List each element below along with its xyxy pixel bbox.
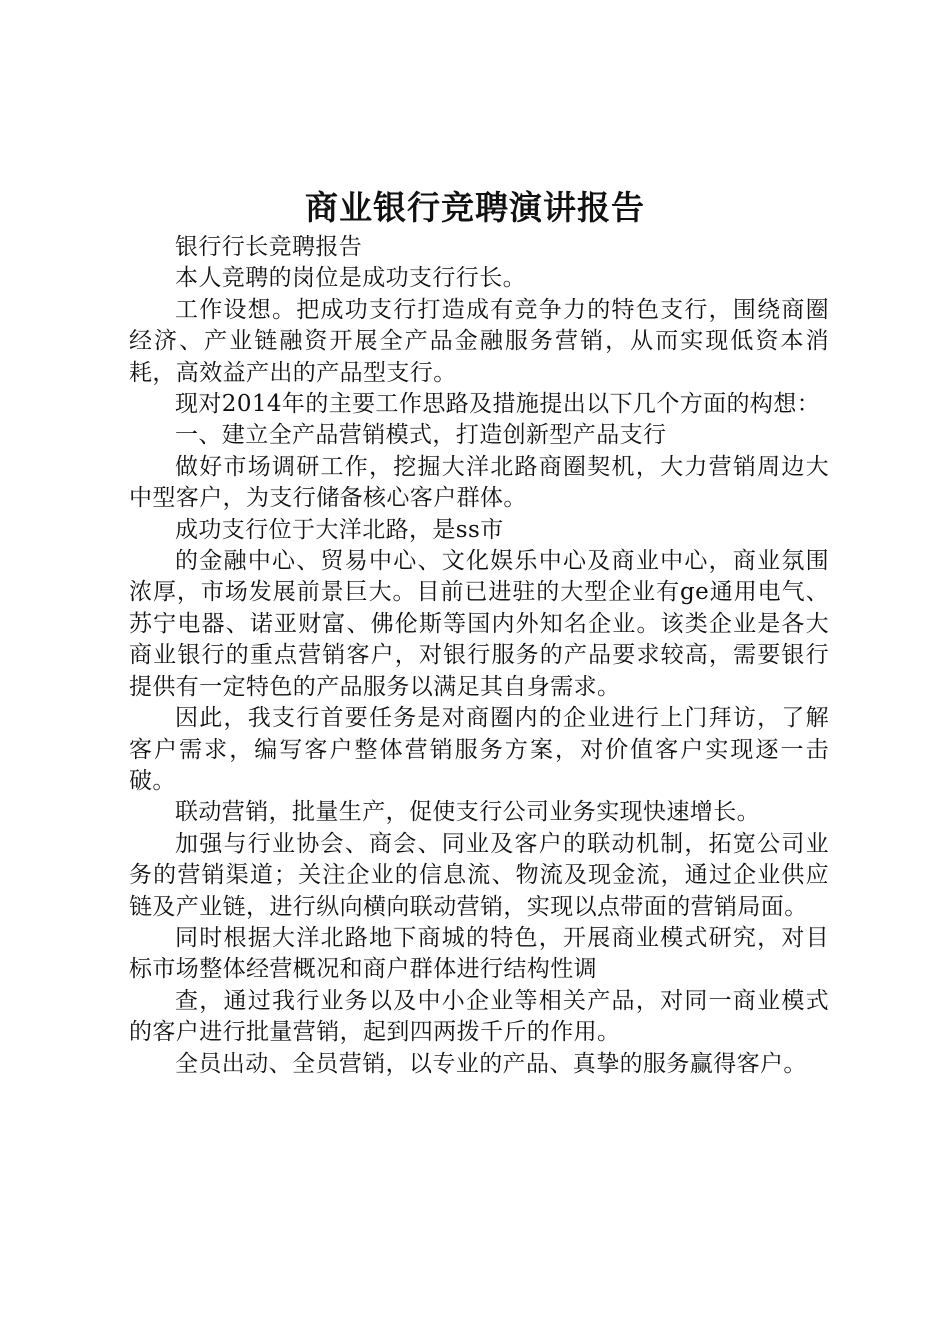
paragraph: 查，通过我行业务以及中小企业等相关产品，对同一商业模式的客户进行批量营销，起到四两拨千斤的作用。: [129, 987, 829, 1046]
paragraph: 现对2014年的主要工作思路及措施提出以下几个方面的构想：: [175, 391, 821, 418]
paragraph: 工作设想。把成功支行打造成有竞争力的特色支行，围绕商圈经济、产业链融资开展全产品金融服务营销，从而实现低资本消耗，高效益产出的产品型支行。: [129, 296, 829, 386]
paragraph: 成功支行位于大洋北路，是ss市: [175, 516, 504, 543]
document-body: [129, 232, 829, 1080]
paragraph: 本人竞聘的岗位是成功支行行长。: [175, 265, 526, 292]
paragraph: 一、建立全产品营销模式，打造创新型产品支行: [175, 422, 667, 449]
paragraph: 做好市场调研工作，挖掘大洋北路商圈契机，大力营销周边大中型客户，为支行储备核心客户群体。: [129, 453, 829, 512]
paragraph: 的金融中心、贸易中心、文化娱乐中心及商业中心，商业氛围浓厚，市场发展前景巨大。目前已进驻的大型企业有ge通用电气、苏宁电器、诺亚财富、佛伦斯等国内外知名企业。该类企业是各大商业银行的重点营销客户，对银行服务的产品要求较高，需要银行提供有一定特色的产品服务以满足其自身需求。: [129, 548, 829, 700]
paragraph: 同时根据大洋北路地下商城的特色，开展商业模式研究，对目标市场整体经营概况和商户群体进行结构性调: [129, 924, 829, 983]
paragraph: 因此，我支行首要任务是对商圈内的企业进行上门拜访，了解客户需求，编写客户整体营销服务方案，对价值客户实现逐一击破。: [129, 705, 829, 794]
document-title: 商业银行竞聘演讲报告: [305, 188, 645, 227]
paragraph: 加强与行业协会、商会、同业及客户的联动机制，拓宽公司业务的营销渠道；关注企业的信息流、物流及现金流，通过企业供应链及产业链，进行纵向横向联动营销，实现以点带面的营销局面。: [129, 830, 829, 920]
paragraph: 全员出动、全员营销，以专业的产品、真挚的服务赢得客户。: [175, 1050, 807, 1077]
paragraph: 银行行长竞聘报告: [175, 234, 363, 260]
paragraph: 联动营销，批量生产，促使支行公司业务实现快速增长。: [175, 799, 760, 826]
